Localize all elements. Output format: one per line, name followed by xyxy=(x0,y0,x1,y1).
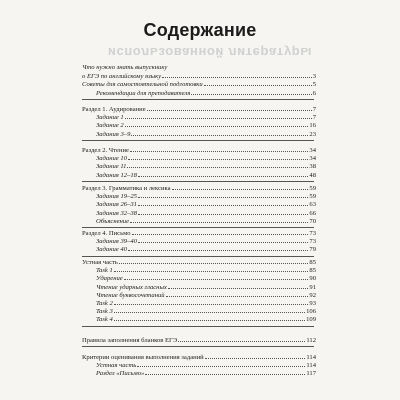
toc-page-number: 48 xyxy=(309,171,316,179)
leader-dots xyxy=(124,274,309,280)
toc-entry-label: Задания 12–18 xyxy=(96,171,137,179)
leader-dots xyxy=(119,258,309,264)
leader-dots xyxy=(114,315,305,321)
toc-page-number: 7 xyxy=(312,106,316,113)
toc-entry xyxy=(96,209,316,217)
toc-entry xyxy=(96,266,316,274)
leader-dots xyxy=(178,336,305,342)
toc-page-number: 59 xyxy=(309,193,316,201)
toc-entry xyxy=(96,171,316,179)
toc-entry xyxy=(96,154,316,162)
toc-entry-label: Что нужно знать выпускнику xyxy=(82,64,168,71)
toc-entry-label: Задания 26–31 xyxy=(96,201,137,209)
toc-entry-label: Раздел 3. Грамматика и лексика xyxy=(82,185,171,192)
leader-dots xyxy=(138,200,308,206)
leader-dots xyxy=(131,130,308,136)
toc-entry xyxy=(96,307,316,315)
toc-page-number: 114 xyxy=(306,362,316,370)
toc-entry xyxy=(96,291,316,299)
toc-entry xyxy=(96,162,316,170)
toc-entry xyxy=(96,361,316,369)
leader-dots xyxy=(137,361,305,367)
toc-page-number: 73 xyxy=(309,238,316,246)
toc-entry xyxy=(82,336,316,344)
toc-entry xyxy=(82,146,316,154)
leader-dots xyxy=(125,113,312,119)
leader-dots xyxy=(138,171,308,177)
toc-page-number: 92 xyxy=(309,291,316,299)
toc-entry xyxy=(82,229,316,237)
toc-page-number: 38 xyxy=(309,163,316,171)
toc-entry-label: Задание 40 xyxy=(96,246,127,254)
toc-entry xyxy=(82,105,316,113)
leader-dots xyxy=(138,209,308,215)
toc-entry-label: Task 2 xyxy=(96,300,113,307)
toc-entry xyxy=(96,283,316,291)
toc-entry-label: Task 3 xyxy=(96,308,113,316)
toc-page-number: 66 xyxy=(309,209,316,217)
toc-page-number: 7 xyxy=(312,114,316,122)
toc-page-number: 85 xyxy=(309,267,316,275)
leader-dots xyxy=(128,154,308,160)
toc-entry-label: Объяснение xyxy=(96,217,130,225)
leader-dots xyxy=(114,299,309,305)
toc-entry xyxy=(82,258,316,266)
toc-page-number: 90 xyxy=(309,275,316,283)
toc-page-number: 23 xyxy=(309,130,316,138)
toc-entry xyxy=(96,113,316,121)
leader-dots xyxy=(204,80,312,86)
toc-entry-label: Раздел 2. Чтение xyxy=(82,147,129,154)
toc-entry xyxy=(96,217,316,225)
toc-entry-label: Задание 10 xyxy=(96,155,127,163)
toc-page-number: 91 xyxy=(309,283,316,291)
toc-page-number: 73 xyxy=(309,230,316,237)
toc-entry-label: Советы для самостоятельной подготовки xyxy=(82,81,203,89)
toc-entry-label: Чтение ударных гласных xyxy=(96,283,167,291)
toc-page-number: 16 xyxy=(309,122,316,130)
toc-entry-label: Правила заполнения бланков ЕГЭ xyxy=(82,337,178,344)
toc-entry-label: Задание 11 xyxy=(96,163,127,171)
leader-dots xyxy=(127,162,308,168)
leader-dots xyxy=(162,72,312,78)
leader-dots xyxy=(168,283,309,289)
toc-page-number: 70 xyxy=(309,217,316,225)
toc-entry-label: Задания 39–40 xyxy=(96,238,137,246)
toc-entry xyxy=(82,64,316,72)
toc-page-number: 63 xyxy=(309,201,316,209)
toc-entry xyxy=(82,353,316,361)
leader-dots xyxy=(172,184,309,190)
toc-entry xyxy=(96,89,316,97)
leader-dots xyxy=(191,89,311,95)
toc-entry xyxy=(96,245,316,253)
toc-entry-label: Задание 1 xyxy=(96,114,124,122)
toc-entry-label: Задания 3–9 xyxy=(96,130,131,138)
toc-entry-label: Задание 2 xyxy=(96,122,124,130)
toc-page-number: 114 xyxy=(306,354,316,361)
toc-entry-label: Task 1 xyxy=(96,267,113,275)
toc-entry-label: Task 4 xyxy=(96,316,113,324)
toc-entry xyxy=(82,184,316,192)
toc-entry-label: Задания 32–38 xyxy=(96,209,137,217)
toc-page-number: 106 xyxy=(306,308,316,316)
toc-page-number: 112 xyxy=(306,337,316,344)
section-divider xyxy=(82,99,314,100)
leader-dots xyxy=(132,229,309,235)
toc-entry-label: о ЕГЭ по английскому языку xyxy=(82,73,162,81)
toc-entry-label: Устная часть xyxy=(82,259,118,266)
section-divider xyxy=(82,256,314,257)
toc-entry-label: Рекомендации для преподавателя xyxy=(96,89,191,97)
toc-entry-label: Критерии оценивания выполнения заданий xyxy=(82,354,204,361)
toc-entry-label: Устная часть xyxy=(96,362,137,370)
toc-page-number: 34 xyxy=(309,155,316,163)
leader-dots xyxy=(125,121,309,127)
leader-dots xyxy=(147,105,312,111)
toc-page-number: 59 xyxy=(309,185,316,192)
toc-page-number: 5 xyxy=(312,81,316,89)
toc-entry xyxy=(96,237,316,245)
toc-entry xyxy=(96,200,316,208)
page-title: Содержание xyxy=(143,20,257,40)
section-divider xyxy=(82,227,314,228)
section-divider xyxy=(82,326,314,327)
toc-entry xyxy=(96,192,316,200)
leader-dots xyxy=(138,237,308,243)
leader-dots xyxy=(166,291,309,297)
leader-dots xyxy=(205,353,306,359)
toc-page-number: 117 xyxy=(306,370,316,378)
toc-entry-label: Чтение буквосочетаний xyxy=(96,291,165,299)
toc-page-number: 93 xyxy=(309,300,316,307)
toc-entry-label: Раздел «Письмо» xyxy=(96,370,145,378)
toc-entry xyxy=(82,72,316,80)
section-divider xyxy=(82,140,314,141)
toc-entry xyxy=(96,130,316,138)
leader-dots xyxy=(114,266,309,272)
toc-page-number: 85 xyxy=(309,259,316,266)
toc-entry xyxy=(96,369,316,377)
section-divider xyxy=(82,181,314,182)
leader-dots xyxy=(145,369,305,375)
section-divider xyxy=(82,346,314,347)
toc-entry xyxy=(96,121,316,129)
toc-page-number: 34 xyxy=(309,147,316,154)
toc-page-number: 3 xyxy=(312,73,316,81)
leader-dots xyxy=(114,307,305,313)
toc-entry-label: Задания 19–25 xyxy=(96,193,137,201)
toc-entry-label: Раздел 4. Письмо xyxy=(82,230,131,237)
toc-entry xyxy=(82,80,316,88)
toc-page-number: 109 xyxy=(306,316,316,324)
leader-dots xyxy=(128,245,308,251)
toc-entry-label: Ударение xyxy=(96,275,123,283)
toc-page-number: 79 xyxy=(309,246,316,254)
toc-entry-label: Раздел 1. Аудирование xyxy=(82,106,146,113)
leader-dots xyxy=(138,192,308,198)
toc-entry xyxy=(96,274,316,282)
bleed-through-text: использованной литературы xyxy=(107,45,313,60)
leader-dots xyxy=(130,146,308,152)
toc-entry xyxy=(96,315,316,323)
leader-dots xyxy=(130,217,308,223)
toc-page-number: 6 xyxy=(312,89,316,97)
toc-entry xyxy=(96,299,316,307)
